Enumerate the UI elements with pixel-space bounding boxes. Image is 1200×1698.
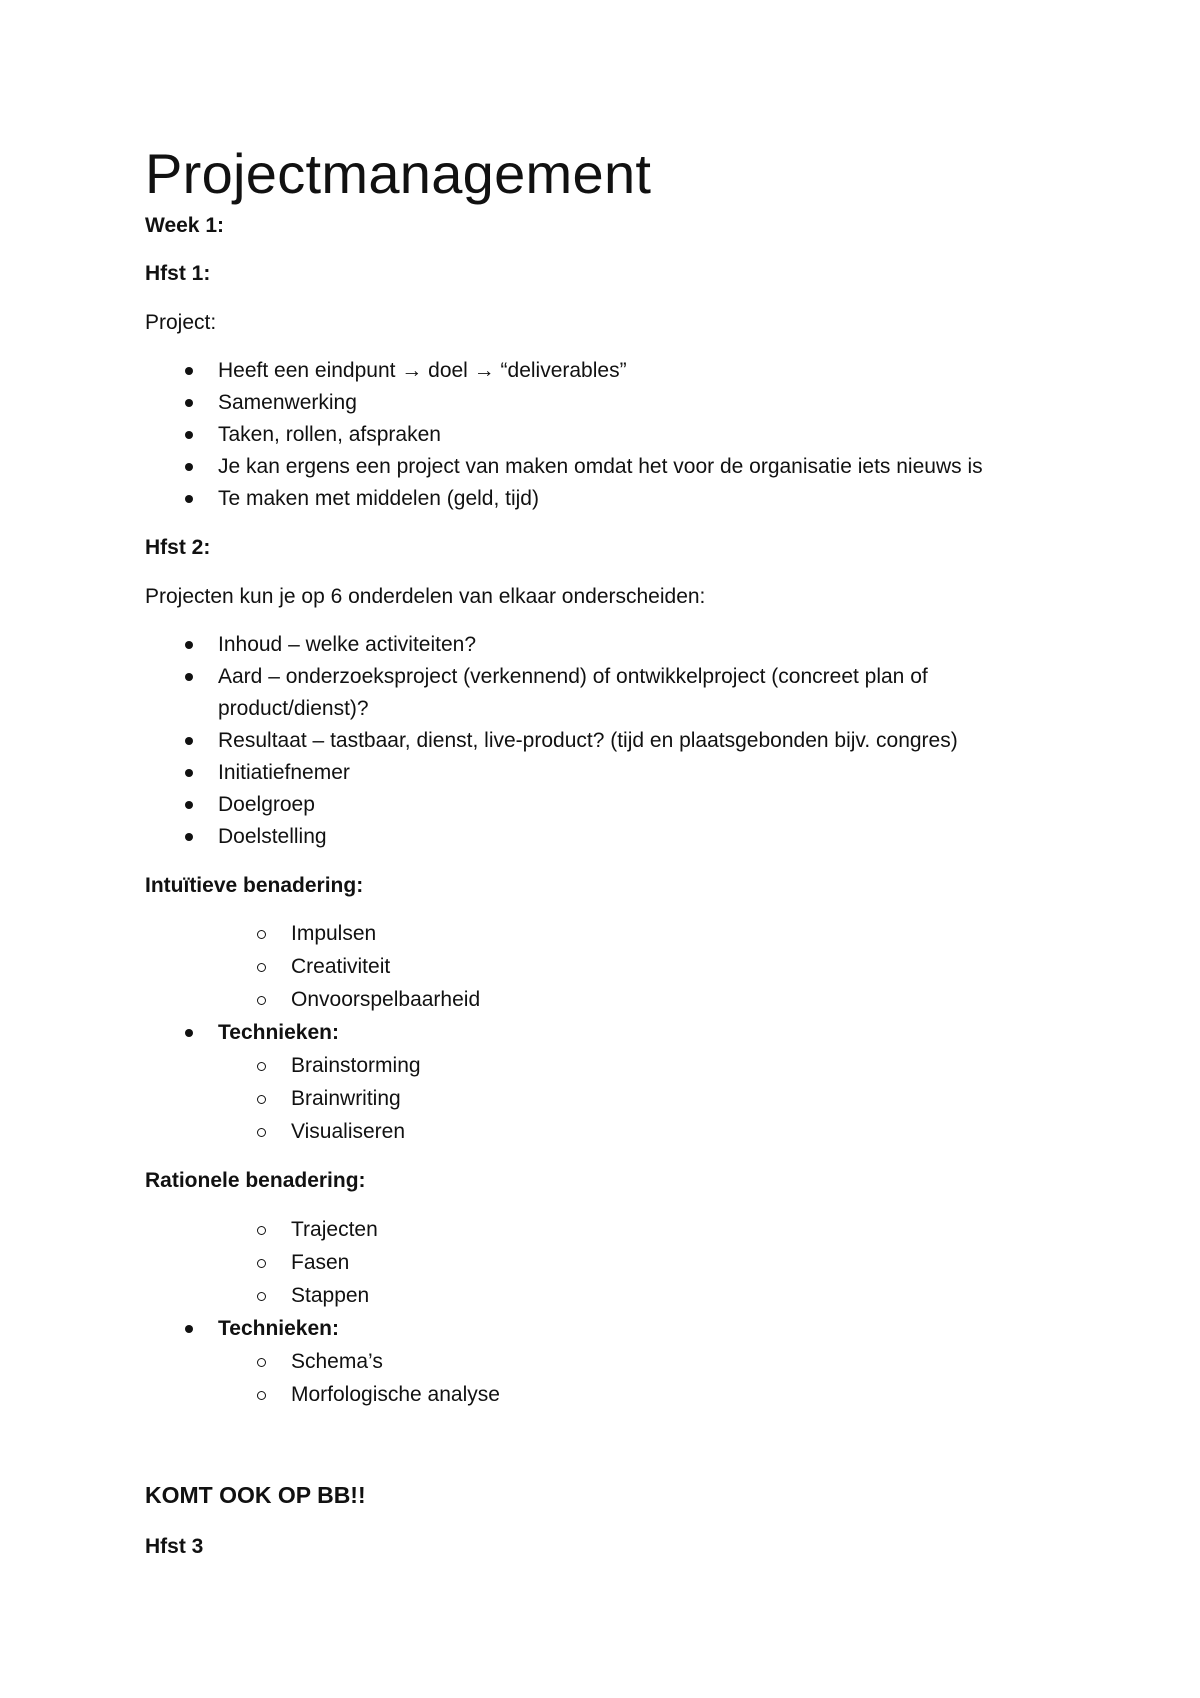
circle-bullet-icon: [257, 996, 266, 1005]
circle-bullet-icon: [257, 1259, 266, 1268]
circle-bullet-icon: [257, 1391, 266, 1400]
bullet-icon: [185, 1325, 193, 1333]
hfst3-heading: Hfst 3: [145, 1535, 204, 1558]
bullet-icon: [185, 1029, 193, 1037]
komt-ook-heading: KOMT OOK OP BB!!: [145, 1482, 366, 1508]
bullet-icon: [185, 737, 193, 745]
bullet-icon: [185, 367, 193, 375]
list-item: Samenwerking: [218, 391, 357, 414]
bullet-icon: [185, 399, 193, 407]
list-item: Doelstelling: [218, 825, 327, 848]
technieken-label: Technieken:: [218, 1317, 339, 1340]
list-item: Aard – onderzoeksproject (verkennend) of ontwikkelproject (concreet plan of: [218, 665, 928, 688]
list-item-continuation: product/dienst)?: [218, 697, 369, 720]
list-item: Brainstorming: [291, 1054, 421, 1077]
project-label: Project:: [145, 311, 217, 334]
circle-bullet-icon: [257, 1358, 266, 1367]
bullet-icon: [185, 673, 193, 681]
circle-bullet-icon: [257, 1226, 266, 1235]
bullet-icon: [185, 431, 193, 439]
projecten-intro: Projecten kun je op 6 onderdelen van elkaar onderscheiden:: [145, 585, 706, 608]
list-item: Impulsen: [291, 922, 377, 945]
list-item: Visualiseren: [291, 1120, 406, 1143]
document-title: Projectmanagement: [145, 142, 652, 205]
list-item: Heeft een eindpunt → doel → “deliverables”: [218, 359, 627, 382]
list-item: Schema’s: [291, 1350, 383, 1373]
bullet-icon: [185, 641, 193, 649]
bullet-icon: [185, 833, 193, 841]
list-item: Taken, rollen, afspraken: [218, 423, 441, 446]
hfst1-heading: Hfst 1:: [145, 262, 211, 285]
intuitief-heading: Intuïtieve benadering:: [145, 874, 364, 897]
list-item: Initiatiefnemer: [218, 761, 350, 784]
list-item: Morfologische analyse: [291, 1383, 500, 1406]
circle-bullet-icon: [257, 1062, 266, 1071]
rationeel-heading: Rationele benadering:: [145, 1169, 366, 1192]
list-item: Doelgroep: [218, 793, 315, 816]
circle-bullet-icon: [257, 1128, 266, 1137]
week-heading: Week 1:: [145, 214, 224, 237]
list-item: Onvoorspelbaarheid: [291, 988, 481, 1011]
list-item: Resultaat – tastbaar, dienst, live-product? (tijd en plaatsgebonden bijv. congres): [218, 729, 958, 752]
list-item: Te maken met middelen (geld, tijd): [218, 487, 539, 510]
circle-bullet-icon: [257, 930, 266, 939]
circle-bullet-icon: [257, 1292, 266, 1301]
bullet-icon: [185, 495, 193, 503]
list-item: Fasen: [291, 1251, 350, 1274]
list-item: Brainwriting: [291, 1087, 401, 1110]
bullet-icon: [185, 769, 193, 777]
bullet-icon: [185, 801, 193, 809]
bullet-icon: [185, 463, 193, 471]
list-item: Trajecten: [291, 1218, 378, 1241]
circle-bullet-icon: [257, 963, 266, 972]
list-item: Creativiteit: [291, 955, 391, 978]
hfst2-heading: Hfst 2:: [145, 536, 211, 559]
list-item: Stappen: [291, 1284, 370, 1307]
circle-bullet-icon: [257, 1095, 266, 1104]
list-item: Je kan ergens een project van maken omdat het voor de organisatie iets nieuws is: [218, 455, 983, 478]
technieken-label: Technieken:: [218, 1021, 339, 1044]
list-item: Inhoud – welke activiteiten?: [218, 633, 476, 656]
